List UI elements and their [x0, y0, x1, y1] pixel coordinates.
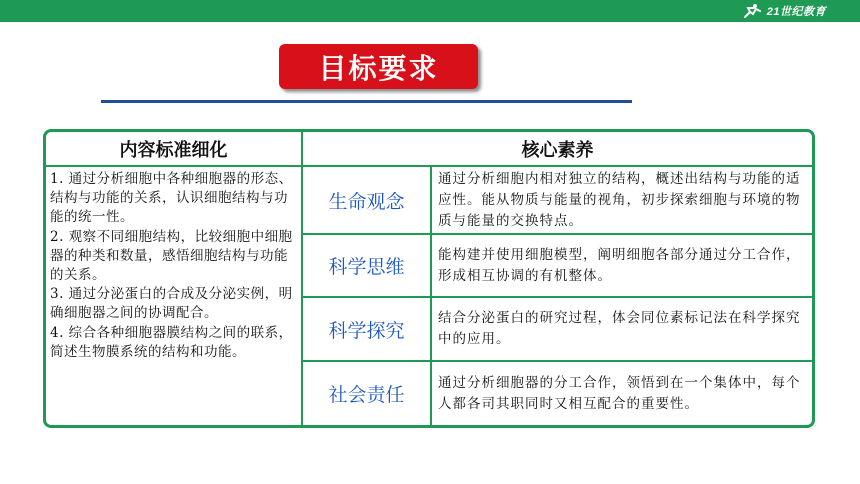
competency-desc: 结合分泌蛋白的研究过程，体会同位素标记法在科学探究中的应用。 [438, 310, 801, 347]
competency-label: 社会责任 [328, 384, 405, 406]
standard-item: 4. 综合各种细胞器膜结构之间的联系，简述生物膜系统的结构和功能。 [50, 324, 293, 360]
runner-icon [741, 3, 763, 19]
standard-item: 3. 通过分泌蛋白的合成及分泌实例，明确细胞器之间的协调配合。 [50, 286, 293, 322]
brand-logo [741, 2, 826, 20]
col-header-competencies: 核心素养 [521, 139, 594, 161]
competency-label: 生命观念 [328, 190, 405, 213]
top-banner [0, 0, 860, 22]
standard-item: 1. 通过分析细胞中各种细胞器的形态、结构与功能的关系，认识细胞结构与功能的统一性。 [50, 171, 293, 226]
competency-label: 科学探究 [328, 319, 405, 342]
standards-list [50, 170, 298, 424]
logo-text: 21世纪教育 [766, 6, 826, 18]
objectives-table [43, 129, 815, 428]
standard-item: 2. 观察不同细胞结构，比较细胞中细胞器的种类和数量，感悟细胞结构与功能的关系。 [50, 228, 293, 284]
title-banner [279, 44, 478, 89]
column-divider-2 [430, 165, 432, 425]
competency-desc: 能构建并使用细胞模型，阐明细胞各部分通过分工合作，形成相互协调的有机整体。 [438, 246, 801, 284]
competency-desc: 通过分析细胞内相对独立的结构，概述出结构与功能的适应性。能从物质与能量的视角，初步探索细胞与环境的物质与能量的交换特点。 [438, 170, 801, 229]
page-title: 目标要求 [318, 51, 439, 85]
competency-desc: 通过分析细胞器的分工合作，领悟到在一个集体中，每个人都各司其职同时又相互配合的重要性。 [438, 374, 801, 412]
col-header-standards: 内容标准细化 [119, 139, 228, 161]
competency-label: 科学思维 [328, 256, 405, 278]
title-underline [101, 100, 632, 103]
